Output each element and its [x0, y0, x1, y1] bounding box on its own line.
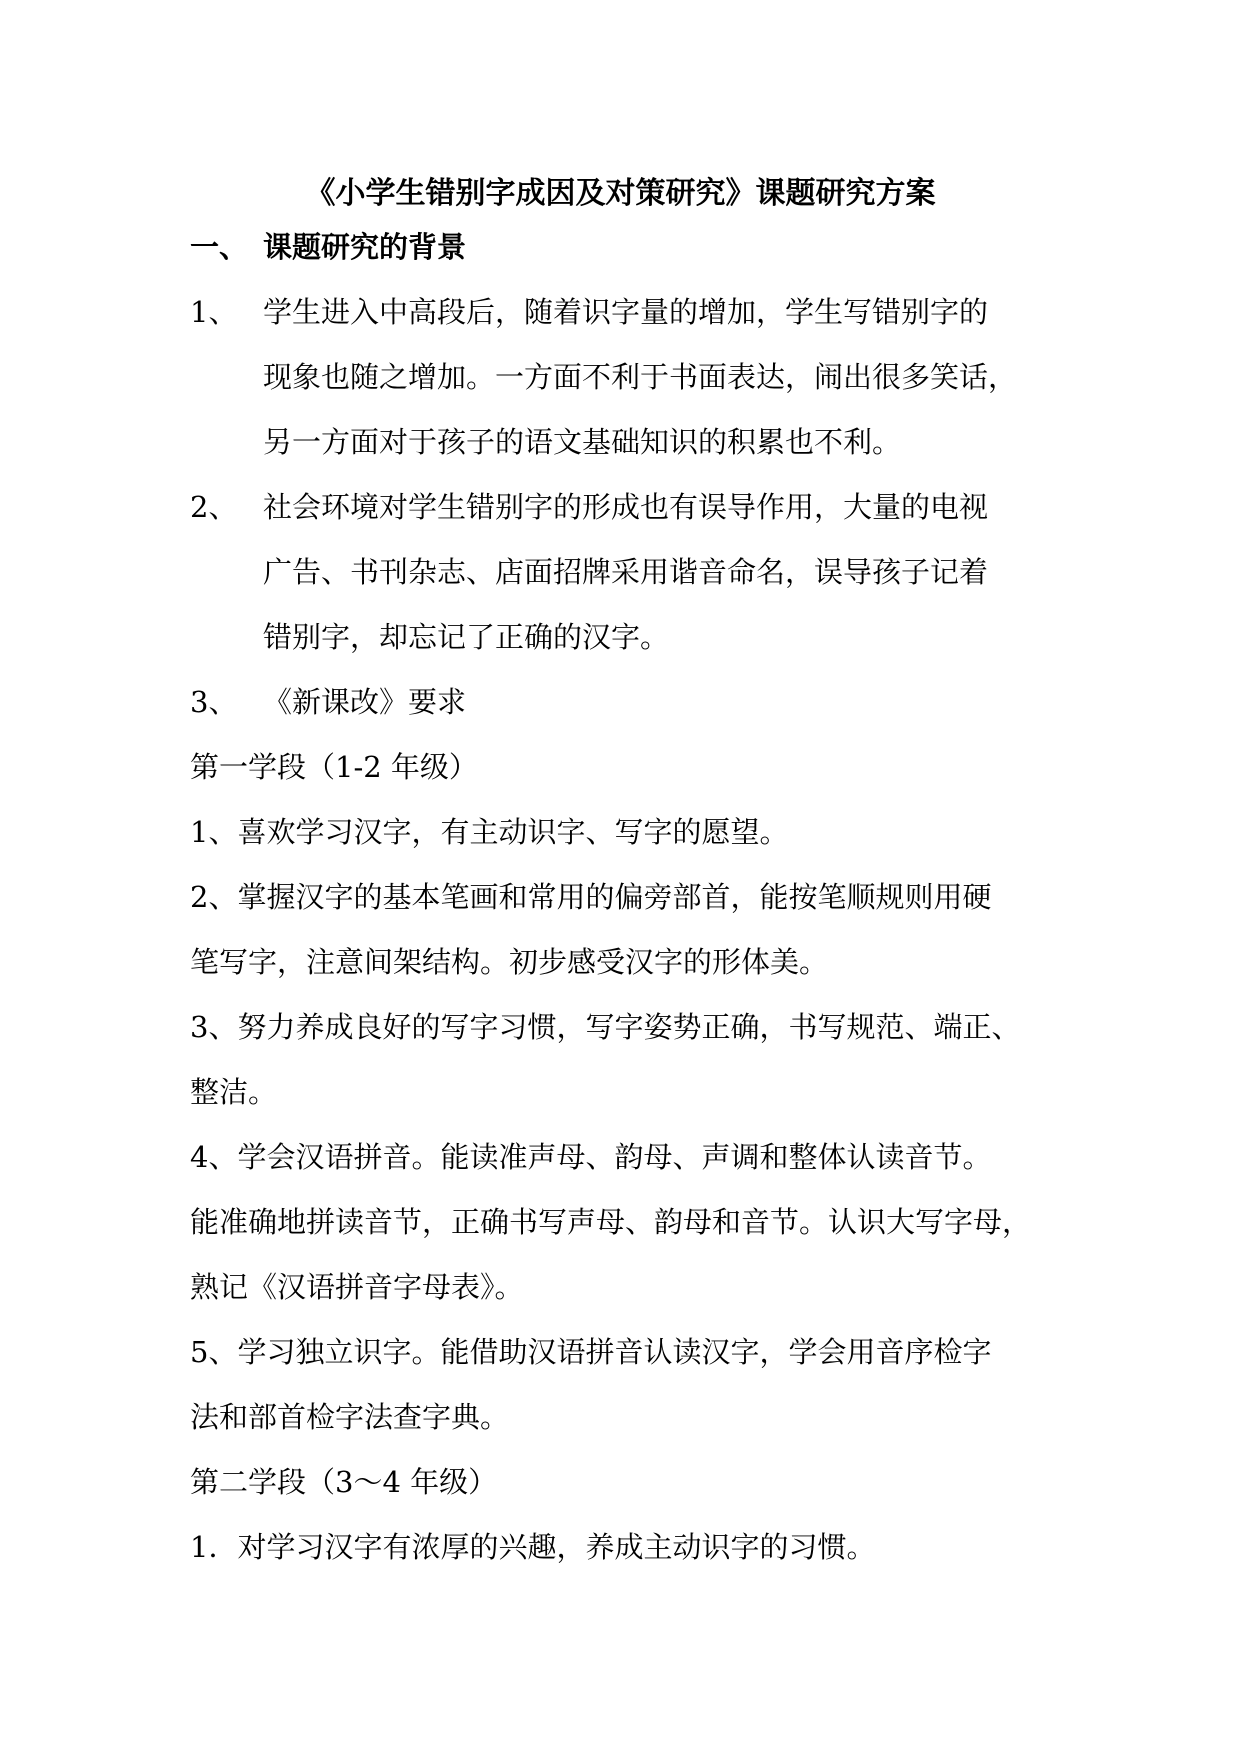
section-number: 一、: [190, 230, 249, 264]
background-item-number: 3、: [190, 685, 238, 719]
stage-item-line: 整洁。: [190, 1075, 278, 1109]
stage-item-line: 法和部首检字法查字典。: [190, 1400, 510, 1434]
background-item-line: 现象也随之增加。一方面不利于书面表达，闹出很多笑话，: [263, 360, 1018, 394]
stage-item-line: 5、学习独立识字。能借助汉语拼音认读汉字，学会用音序检字: [190, 1335, 992, 1369]
background-item-line: 学生进入中高段后，随着识字量的增加，学生写错别字的: [263, 295, 989, 329]
background-item-number: 1、: [190, 295, 238, 329]
background-item-line: 错别字，却忘记了正确的汉字。: [263, 620, 670, 654]
background-item-line: 《新课改》要求: [263, 685, 467, 719]
stage-item-line: 1、喜欢学习汉字，有主动识字、写字的愿望。: [190, 815, 789, 849]
background-item-line: 社会环境对学生错别字的形成也有误导作用，大量的电视: [263, 490, 989, 524]
stage-item-line: 2、掌握汉字的基本笔画和常用的偏旁部首，能按笔顺规则用硬: [190, 880, 992, 914]
stage-item-line: 1．对学习汉字有浓厚的兴趣，养成主动识字的习惯。: [190, 1530, 876, 1564]
stage-item-line: 能准确地拼读音节，正确书写声母、韵母和音节。认识大写字母，: [190, 1205, 1032, 1239]
background-item-line: 广告、书刊杂志、店面招牌采用谐音命名，误导孩子记着: [263, 555, 989, 589]
background-item-number: 2、: [190, 490, 238, 524]
section-heading: 课题研究的背景: [263, 230, 467, 264]
background-item-line: 另一方面对于孩子的语文基础知识的积累也不利。: [263, 425, 902, 459]
stage-item-line: 3、努力养成良好的写字习惯，写字姿势正确，书写规范、端正、: [190, 1010, 1021, 1044]
stage-item-line: 4、学会汉语拼音。能读准声母、韵母、声调和整体认读音节。: [190, 1140, 992, 1174]
stage-item-line: 熟记《汉语拼音字母表》。: [190, 1270, 524, 1304]
stage-heading: 第二学段（3～4 年级）: [190, 1465, 498, 1499]
stage-item-line: 笔写字，注意间架结构。初步感受汉字的形体美。: [190, 945, 829, 979]
stage-heading: 第一学段（1-2 年级）: [190, 750, 478, 784]
document-title: 《小学生错别字成因及对策研究》课题研究方案: [305, 176, 936, 211]
